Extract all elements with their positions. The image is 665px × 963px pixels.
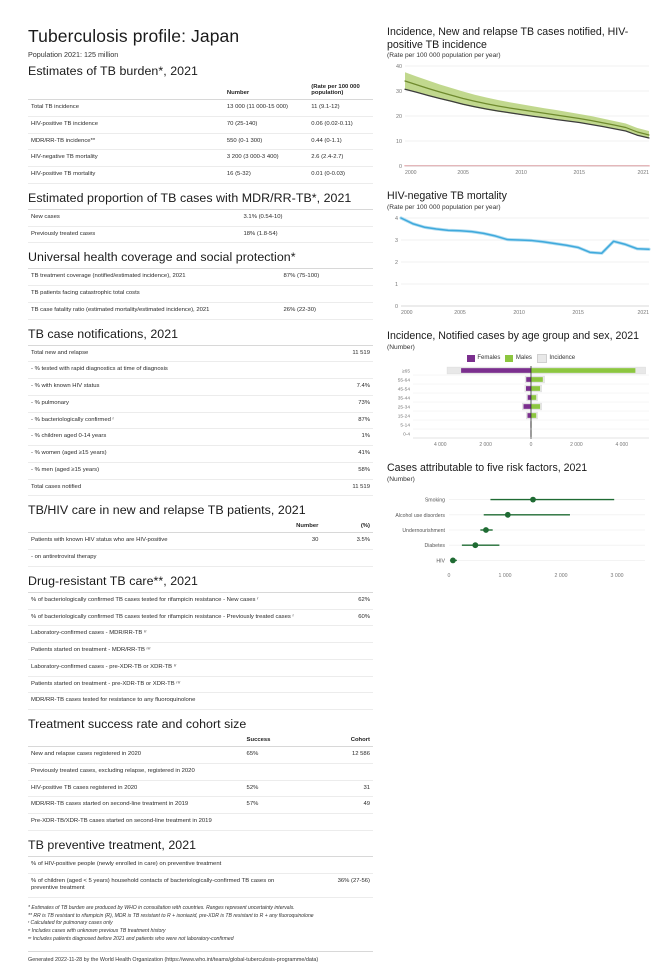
row-value: 87% (75-100)	[281, 269, 373, 286]
row-value	[327, 626, 373, 643]
row-success	[244, 763, 309, 780]
axis-label: 4 000	[616, 442, 629, 448]
row-value: 11 519	[314, 345, 373, 362]
table-row	[28, 167, 373, 184]
row-label: TB case fatality ratio (estimated mortality/estimated incidence), 2021	[28, 302, 281, 319]
table-row	[28, 814, 373, 831]
chart-title-risk-factors: Cases attributable to five risk factors, 2021	[387, 462, 655, 475]
row-cohort: 31	[308, 780, 373, 797]
axis-label: ≥65	[402, 368, 410, 374]
axis-label: 2000	[401, 310, 413, 316]
point-0	[530, 496, 536, 502]
table-row	[28, 797, 373, 814]
table-header-row	[28, 82, 373, 100]
bar-male	[531, 377, 543, 382]
section-title-mdr-proportion: Estimated proportion of TB cases with MDR/RR-TB*, 2021	[28, 191, 373, 205]
section-title-notifications: TB case notifications, 2021	[28, 327, 373, 341]
axis-label: 0	[530, 442, 533, 448]
point-3	[472, 542, 478, 548]
table-row	[28, 626, 373, 643]
table-row	[28, 226, 373, 243]
axis-label: 0-4	[403, 431, 410, 437]
table-row	[28, 362, 373, 379]
row-label: MDR/RR-TB incidence**	[28, 133, 224, 150]
row-value: 73%	[314, 395, 373, 412]
row-value: 87%	[314, 412, 373, 429]
axis-label: 3	[395, 238, 398, 244]
row-percent	[321, 550, 373, 567]
table-uhc	[28, 268, 373, 319]
row-rate: 0.01 (0-0.03)	[308, 167, 373, 184]
row-number: 3 200 (3 000-3 400)	[224, 150, 308, 167]
point-4	[450, 557, 456, 563]
bar-male	[531, 386, 540, 391]
axis-label: 45-54	[398, 386, 411, 392]
axis-label: 2005	[457, 170, 469, 176]
row-label: - % pulmonary	[28, 395, 314, 412]
axis-label: Smoking	[425, 497, 445, 503]
row-value	[327, 693, 373, 710]
chart-age-sex	[387, 330, 655, 452]
table-row	[28, 747, 373, 764]
row-value: 62%	[327, 592, 373, 609]
axis-label: 35-44	[398, 395, 411, 401]
axis-label: 5-14	[400, 422, 410, 428]
axis-label: 1	[395, 282, 398, 288]
row-label: - % men (aged ≥15 years)	[28, 462, 314, 479]
table-row	[28, 429, 373, 446]
bar-male	[531, 395, 536, 400]
point-1	[505, 511, 511, 517]
axis-label: 20	[396, 114, 402, 120]
axis-label: 2 000	[570, 442, 583, 448]
row-label: % of bacteriologically confirmed TB cases tested for rifampicin resistance - Previously treated cases ʳ	[28, 609, 327, 626]
section-title-uhc: Universal health coverage and social protection*	[28, 250, 373, 264]
col-number: Number	[224, 82, 308, 100]
row-rate: 0.06 (0.02-0.11)	[308, 116, 373, 133]
axis-label: 0	[395, 304, 398, 310]
col-percent: (%)	[321, 521, 373, 533]
footnote-line: ʳʳ Includes cases with unknown previous TB treatment history	[28, 928, 373, 936]
row-value	[281, 286, 373, 303]
row-label: TB treatment coverage (notified/estimated incidence), 2021	[28, 269, 281, 286]
table-row	[28, 659, 373, 676]
row-label: HIV-positive TB incidence	[28, 116, 224, 133]
axis-label: 1 000	[499, 573, 512, 579]
chart-title-mortality: HIV-negative TB mortality	[387, 190, 655, 203]
row-number: 30	[257, 533, 322, 550]
section-title-preventive: TB preventive treatment, 2021	[28, 838, 373, 852]
row-value: 26% (22-30)	[281, 302, 373, 319]
col-label	[28, 521, 257, 533]
bar-male	[531, 368, 635, 373]
axis-label: 2005	[454, 310, 466, 316]
bar-female	[528, 395, 531, 400]
table-notifications	[28, 345, 373, 497]
bar-female	[526, 377, 531, 382]
col-label	[28, 735, 244, 747]
legend-label-males: Males	[516, 355, 532, 361]
bar-female	[526, 386, 531, 391]
bar-male	[531, 413, 536, 418]
axis-label: 15-24	[398, 413, 411, 419]
table-tbhiv	[28, 521, 373, 567]
row-value	[327, 676, 373, 693]
footnotes	[28, 905, 373, 944]
row-label: New and relapse cases registered in 2020	[28, 747, 244, 764]
generated-line: Generated 2022-11-28 by the World Health Organization (https://www.who.int/teams/global-tuberculosis-programme/data)	[28, 951, 373, 963]
table-tb-burden	[28, 82, 373, 184]
row-label: - % tested with rapid diagnostics at time of diagnosis	[28, 362, 314, 379]
row-value: 41%	[314, 446, 373, 463]
bar-female	[527, 413, 531, 418]
chart-incidence-notified	[387, 26, 655, 180]
age-sex-legend	[387, 354, 655, 363]
table-row	[28, 550, 373, 567]
legend-swatch-males	[505, 355, 513, 362]
row-value	[314, 362, 373, 379]
axis-label: 3 000	[611, 573, 624, 579]
axis-label: 2015	[572, 310, 584, 316]
table-row	[28, 150, 373, 167]
table-header-row	[28, 735, 373, 747]
axis-label: Alcohol use disorders	[395, 512, 445, 518]
table-row	[28, 269, 373, 286]
row-label: Laboratory-confirmed cases - MDR/RR-TB ʳʳ	[28, 626, 327, 643]
legend-swatch-incidence	[537, 354, 547, 363]
table-row	[28, 479, 373, 496]
row-success: 52%	[244, 780, 309, 797]
row-cohort	[308, 814, 373, 831]
table-row	[28, 643, 373, 660]
footnote-line: ʳ Calculated for pulmonary cases only	[28, 920, 373, 928]
chart-risk-factors	[387, 462, 655, 584]
table-row	[28, 116, 373, 133]
table-mdr-proportion	[28, 209, 373, 244]
col-cohort: Cohort	[308, 735, 373, 747]
axis-label: 55-64	[398, 377, 411, 383]
row-label: MDR/RR-TB cases started on second-line treatment in 2019	[28, 797, 244, 814]
table-row	[28, 693, 373, 710]
row-label: Patients started on treatment - pre-XDR-TB or XDR-TB ʳʳʳ	[28, 676, 327, 693]
footnote-line: ** RR is TB resistant to rifampicin (R), MDR is TB resistant to R + isoniazid, pre-XDR is TB resistant to R + any fluoroquinolone	[28, 913, 373, 921]
row-label: % of children (aged < 5 years) household contacts of bacteriologically-confirmed TB cases on preventive treatment	[28, 873, 287, 897]
bar-female	[461, 368, 531, 373]
axis-label: 0	[399, 164, 402, 170]
row-value: 60%	[327, 609, 373, 626]
axis-label: 2	[395, 260, 398, 266]
col-success: Success	[244, 735, 309, 747]
row-value: 1%	[314, 429, 373, 446]
row-label: - % children aged 0-14 years	[28, 429, 314, 446]
chart-title-incidence: Incidence, New and relapse TB cases notified, HIV-positive TB incidence	[387, 26, 655, 51]
row-number: 550 (0-1 300)	[224, 133, 308, 150]
row-value	[327, 643, 373, 660]
row-label: HIV-positive TB mortality	[28, 167, 224, 184]
row-value: 7.4%	[314, 379, 373, 396]
bar-female	[524, 404, 531, 409]
row-cohort: 12 586	[308, 747, 373, 764]
table-row	[28, 462, 373, 479]
row-cohort: 49	[308, 797, 373, 814]
mortality-chart-svg	[387, 214, 655, 320]
row-value: 58%	[314, 462, 373, 479]
axis-label: 0	[448, 573, 451, 579]
axis-label: 2010	[515, 170, 527, 176]
col-label	[28, 82, 224, 100]
table-header-row	[28, 521, 373, 533]
row-percent: 3.5%	[321, 533, 373, 550]
row-rate: 11 (9.1-12)	[308, 100, 373, 117]
row-label: HIV-negative TB mortality	[28, 150, 224, 167]
page-title: Tuberculosis profile: Japan	[28, 26, 373, 47]
axis-label: 4 000	[434, 442, 447, 448]
table-treatment-success	[28, 735, 373, 831]
incidence-chart-svg	[387, 62, 655, 180]
table-row	[28, 873, 373, 897]
bar-male	[531, 404, 540, 409]
table-row	[28, 676, 373, 693]
table-row	[28, 592, 373, 609]
table-row	[28, 395, 373, 412]
table-row	[28, 209, 373, 226]
row-number: 70 (25-140)	[224, 116, 308, 133]
row-value	[287, 856, 373, 873]
risk-factors-chart-svg	[387, 486, 655, 584]
row-label: - % bacteriologically confirmed ʳ	[28, 412, 314, 429]
axis-label: 2021	[637, 310, 649, 316]
section-title-tbhiv: TB/HIV care in new and relapse TB patients, 2021	[28, 503, 373, 517]
axis-label: 2021	[637, 170, 649, 176]
table-preventive	[28, 856, 373, 898]
row-label: - % women (aged ≥15 years)	[28, 446, 314, 463]
legend-label-females: Females	[477, 355, 500, 361]
axis-label: 40	[396, 64, 402, 70]
table-row	[28, 286, 373, 303]
row-value	[327, 659, 373, 676]
row-label: Total new and relapse	[28, 345, 314, 362]
table-row	[28, 763, 373, 780]
axis-label: 25-34	[398, 404, 411, 410]
population-subtitle: Population 2021: 125 million	[28, 50, 373, 59]
table-row	[28, 856, 373, 873]
table-row	[28, 533, 373, 550]
row-success	[244, 814, 309, 831]
row-value: 36% (27-56)	[287, 873, 373, 897]
axis-label: 10	[396, 139, 402, 145]
axis-label: 2010	[513, 310, 525, 316]
table-row	[28, 446, 373, 463]
table-drug-resistant	[28, 592, 373, 710]
row-label: Previously treated cases, excluding relapse, registered in 2020	[28, 763, 244, 780]
row-number: 13 000 (11 000-15 000)	[224, 100, 308, 117]
table-row	[28, 345, 373, 362]
table-row	[28, 609, 373, 626]
row-number	[257, 550, 322, 567]
footnote-line: ʳʳʳ Includes patients diagnosed before 2021 and patients who were not laboratory-confirmed	[28, 936, 373, 944]
row-label: MDR/RR-TB cases tested for resistance to any fluoroquinolone	[28, 693, 327, 710]
age-sex-chart-svg	[387, 364, 655, 452]
axis-label: 2015	[574, 170, 586, 176]
row-label: Pre-XDR-TB/XDR-TB cases started on second-line treatment in 2019	[28, 814, 244, 831]
row-label: New cases	[28, 209, 241, 226]
axis-label: 2000	[405, 170, 417, 176]
row-value: 11 519	[314, 479, 373, 496]
row-label: % of HIV-positive people (newly enrolled in care) on preventive treatment	[28, 856, 287, 873]
section-title-burden: Estimates of TB burden*, 2021	[28, 64, 373, 78]
left-column	[28, 26, 373, 963]
row-success: 65%	[244, 747, 309, 764]
row-label: % of bacteriologically confirmed TB cases tested for rifampicin resistance - New cases ʳ	[28, 592, 327, 609]
legend-item-females	[467, 355, 501, 362]
table-row	[28, 133, 373, 150]
legend-swatch-females	[467, 355, 475, 362]
axis-label: 2 000	[555, 573, 568, 579]
chart-subtitle-mortality: (Rate per 100 000 population per year)	[387, 204, 655, 211]
legend-item-incidence	[537, 354, 575, 363]
row-label: Patients with known HIV status who are HIV-positive	[28, 533, 257, 550]
chart-subtitle-incidence: (Rate per 100 000 population per year)	[387, 52, 655, 59]
section-title-drug-resistant: Drug-resistant TB care**, 2021	[28, 574, 373, 588]
footnote-line: * Estimates of TB burden are produced by WHO in consultation with countries. Ranges represent uncertainty intervals.	[28, 905, 373, 913]
row-rate: 2.6 (2.4-2.7)	[308, 150, 373, 167]
row-label: - on antiretroviral therapy	[28, 550, 257, 567]
mortality-uncertainty-band	[401, 218, 649, 253]
axis-label: HIV	[436, 558, 445, 564]
row-value: 3.1% (0.54-10)	[241, 209, 374, 226]
row-label: TB patients facing catastrophic total costs	[28, 286, 281, 303]
point-2	[483, 527, 489, 533]
row-success: 57%	[244, 797, 309, 814]
chart-title-age-sex: Incidence, Notified cases by age group and sex, 2021	[387, 330, 655, 343]
row-label: Total cases notified	[28, 479, 314, 496]
row-label: - % with known HIV status	[28, 379, 314, 396]
legend-item-males	[505, 355, 532, 362]
table-row	[28, 100, 373, 117]
right-column	[387, 26, 655, 963]
row-label: Laboratory-confirmed cases - pre-XDR-TB or XDR-TB ʳʳ	[28, 659, 327, 676]
chart-subtitle-risk-factors: (Number)	[387, 476, 655, 483]
row-number: 16 (5-32)	[224, 167, 308, 184]
series-line-0	[401, 218, 649, 253]
row-rate: 0.44 (0-1.1)	[308, 133, 373, 150]
row-label: HIV-positive TB cases registered in 2020	[28, 780, 244, 797]
section-title-treatment-success: Treatment success rate and cohort size	[28, 717, 373, 731]
axis-label: Undernourishment	[402, 528, 445, 534]
chart-hiv-negative-mortality	[387, 190, 655, 320]
table-row	[28, 379, 373, 396]
chart-subtitle-age-sex: (Number)	[387, 344, 655, 351]
col-rate: (Rate per 100 000 population)	[308, 82, 373, 100]
axis-label: Diabetes	[425, 543, 446, 549]
row-label: Previously treated cases	[28, 226, 241, 243]
row-label: Total TB incidence	[28, 100, 224, 117]
row-cohort	[308, 763, 373, 780]
table-row	[28, 780, 373, 797]
table-row	[28, 302, 373, 319]
row-value: 18% (1.8-54)	[241, 226, 374, 243]
axis-label: 30	[396, 89, 402, 95]
col-number: Number	[257, 521, 322, 533]
axis-label: 4	[395, 216, 398, 222]
axis-label: 2 000	[479, 442, 492, 448]
legend-label-incidence: Incidence	[549, 355, 575, 361]
row-label: Patients started on treatment - MDR/RR-TB ʳʳʳ	[28, 643, 327, 660]
table-row	[28, 412, 373, 429]
